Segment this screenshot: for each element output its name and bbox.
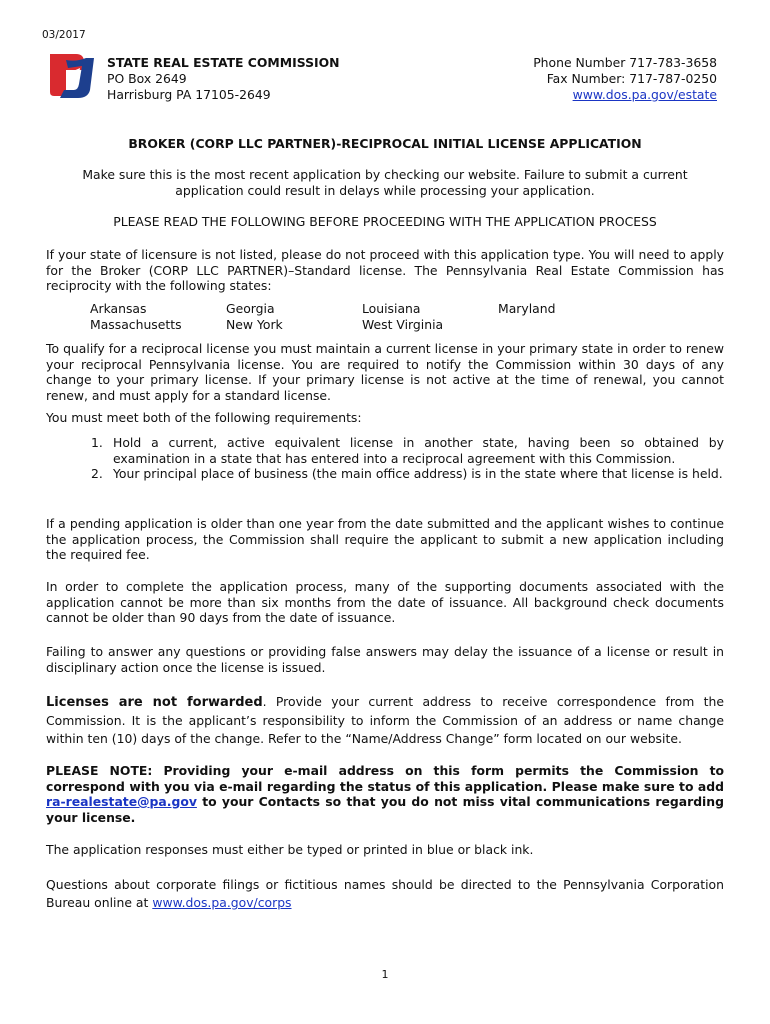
note-prefix: PLEASE NOTE: Providing your e-mail address on this form permits the Commission to correspond with you via e-mail regarding the status of this application. Please make sure to add (46, 763, 724, 794)
failing-paragraph: Failing to answer any questions or providing false answers may delay the issuance of a license or result in disciplinary action once the license is issued. (46, 644, 724, 675)
corp-text: Questions about corporate filings or fictitious names should be directed to the Pennsylvania Corporation Bureau online at (46, 877, 724, 910)
org-name: STATE REAL ESTATE COMMISSION (107, 55, 340, 70)
ink-paragraph: The application responses must either be typed or printed in blue or black ink. (46, 842, 534, 857)
page-title: BROKER (CORP LLC PARTNER)-RECIPROCAL INITIAL LICENSE APPLICATION (128, 136, 642, 151)
intro-text: Make sure this is the most recent application by checking our website. Failure to submit a current application could result in delays while processing your application. (82, 167, 688, 198)
address-line-1: PO Box 2649 (107, 71, 187, 86)
state-item: West Virginia (362, 317, 444, 332)
qualify-paragraph: To qualify for a reciprocal license you must maintain a current license in your primary state in order to renew your reciprocal Pennsylvania license. You are required to notify the Commission within 30 days of any change to your primary license. If your primary license is not active at the time of renewal, you cannot renew, and must apply for a standard license. (46, 341, 724, 403)
requirement-number: 1. (91, 435, 103, 450)
read-notice: PLEASE READ THE FOLLOWING BEFORE PROCEEDING WITH THE APPLICATION PROCESS (113, 214, 657, 229)
requirements-intro: You must meet both of the following requirements: (46, 410, 362, 425)
forwarded-paragraph (46, 693, 724, 748)
documents-paragraph: In order to complete the application process, many of the supporting documents associated with the application cannot be more than six months from the date of issuance. All background check documents cannot be older than 90 days from the date of issuance. (46, 579, 724, 625)
state-item: Massachusetts (90, 317, 182, 332)
website-link[interactable]: www.dos.pa.gov/estate (572, 87, 717, 102)
phone-number: Phone Number 717-783-3658 (533, 55, 717, 70)
forwarded-text: . Provide your current address to receive correspondence from the Commission. It is the applicant’s responsibility to inform the Commission of an address or name change within ten (10) days of the change. Refer to the “Name/Address Change” form located on our website. (46, 694, 724, 746)
state-item: Louisiana (362, 301, 421, 316)
note-suffix: to your Contacts so that you do not miss vital communications regarding your license. (46, 794, 724, 825)
requirement-text: Your principal place of business (the main office address) is in the state where that license is held. (113, 466, 723, 481)
org-address-block (107, 55, 340, 103)
states-column-2 (226, 301, 283, 333)
state-item: Georgia (226, 301, 275, 316)
state-item: Arkansas (90, 301, 147, 316)
forwarded-bold: Licenses are not forwarded (46, 695, 263, 710)
requirement-item (46, 435, 724, 466)
email-note (46, 763, 724, 825)
state-item: New York (226, 317, 283, 332)
pending-paragraph: If a pending application is older than one year from the date submitted and the applicant wishes to continue the application process, the Commission shall require the applicant to submit a new application including the required fee. (46, 516, 724, 562)
states-column-3 (362, 301, 443, 333)
corp-paragraph (46, 876, 724, 912)
states-paragraph: If your state of licensure is not listed, please do not proceed with this application type. You will need to apply for the Broker (CORP LLC PARTNER)–Standard license. The Pennsylvania Real Estate Commission has reciprocity with the following states: (46, 247, 724, 293)
requirement-item (46, 466, 724, 482)
states-column-1 (90, 301, 182, 333)
pa-keystone-logo (46, 50, 98, 100)
corp-link[interactable]: www.dos.pa.gov/corps (152, 895, 292, 910)
form-date: 03/2017 (42, 29, 86, 41)
requirement-text: Hold a current, active equivalent license in another state, having been so obtained by examination in a state that has entered into a reciprocal agreement with this Commission. (113, 435, 724, 466)
requirements-list (46, 435, 724, 482)
states-column-4 (498, 301, 555, 317)
fax-number: Fax Number: 717-787-0250 (546, 71, 717, 86)
page-number: 1 (381, 968, 389, 981)
address-line-2: Harrisburg PA 17105-2649 (107, 87, 271, 102)
requirement-number: 2. (91, 466, 103, 481)
email-link[interactable]: ra-realestate@pa.gov (46, 794, 197, 809)
state-item: Maryland (498, 301, 556, 316)
contact-block (533, 55, 717, 103)
